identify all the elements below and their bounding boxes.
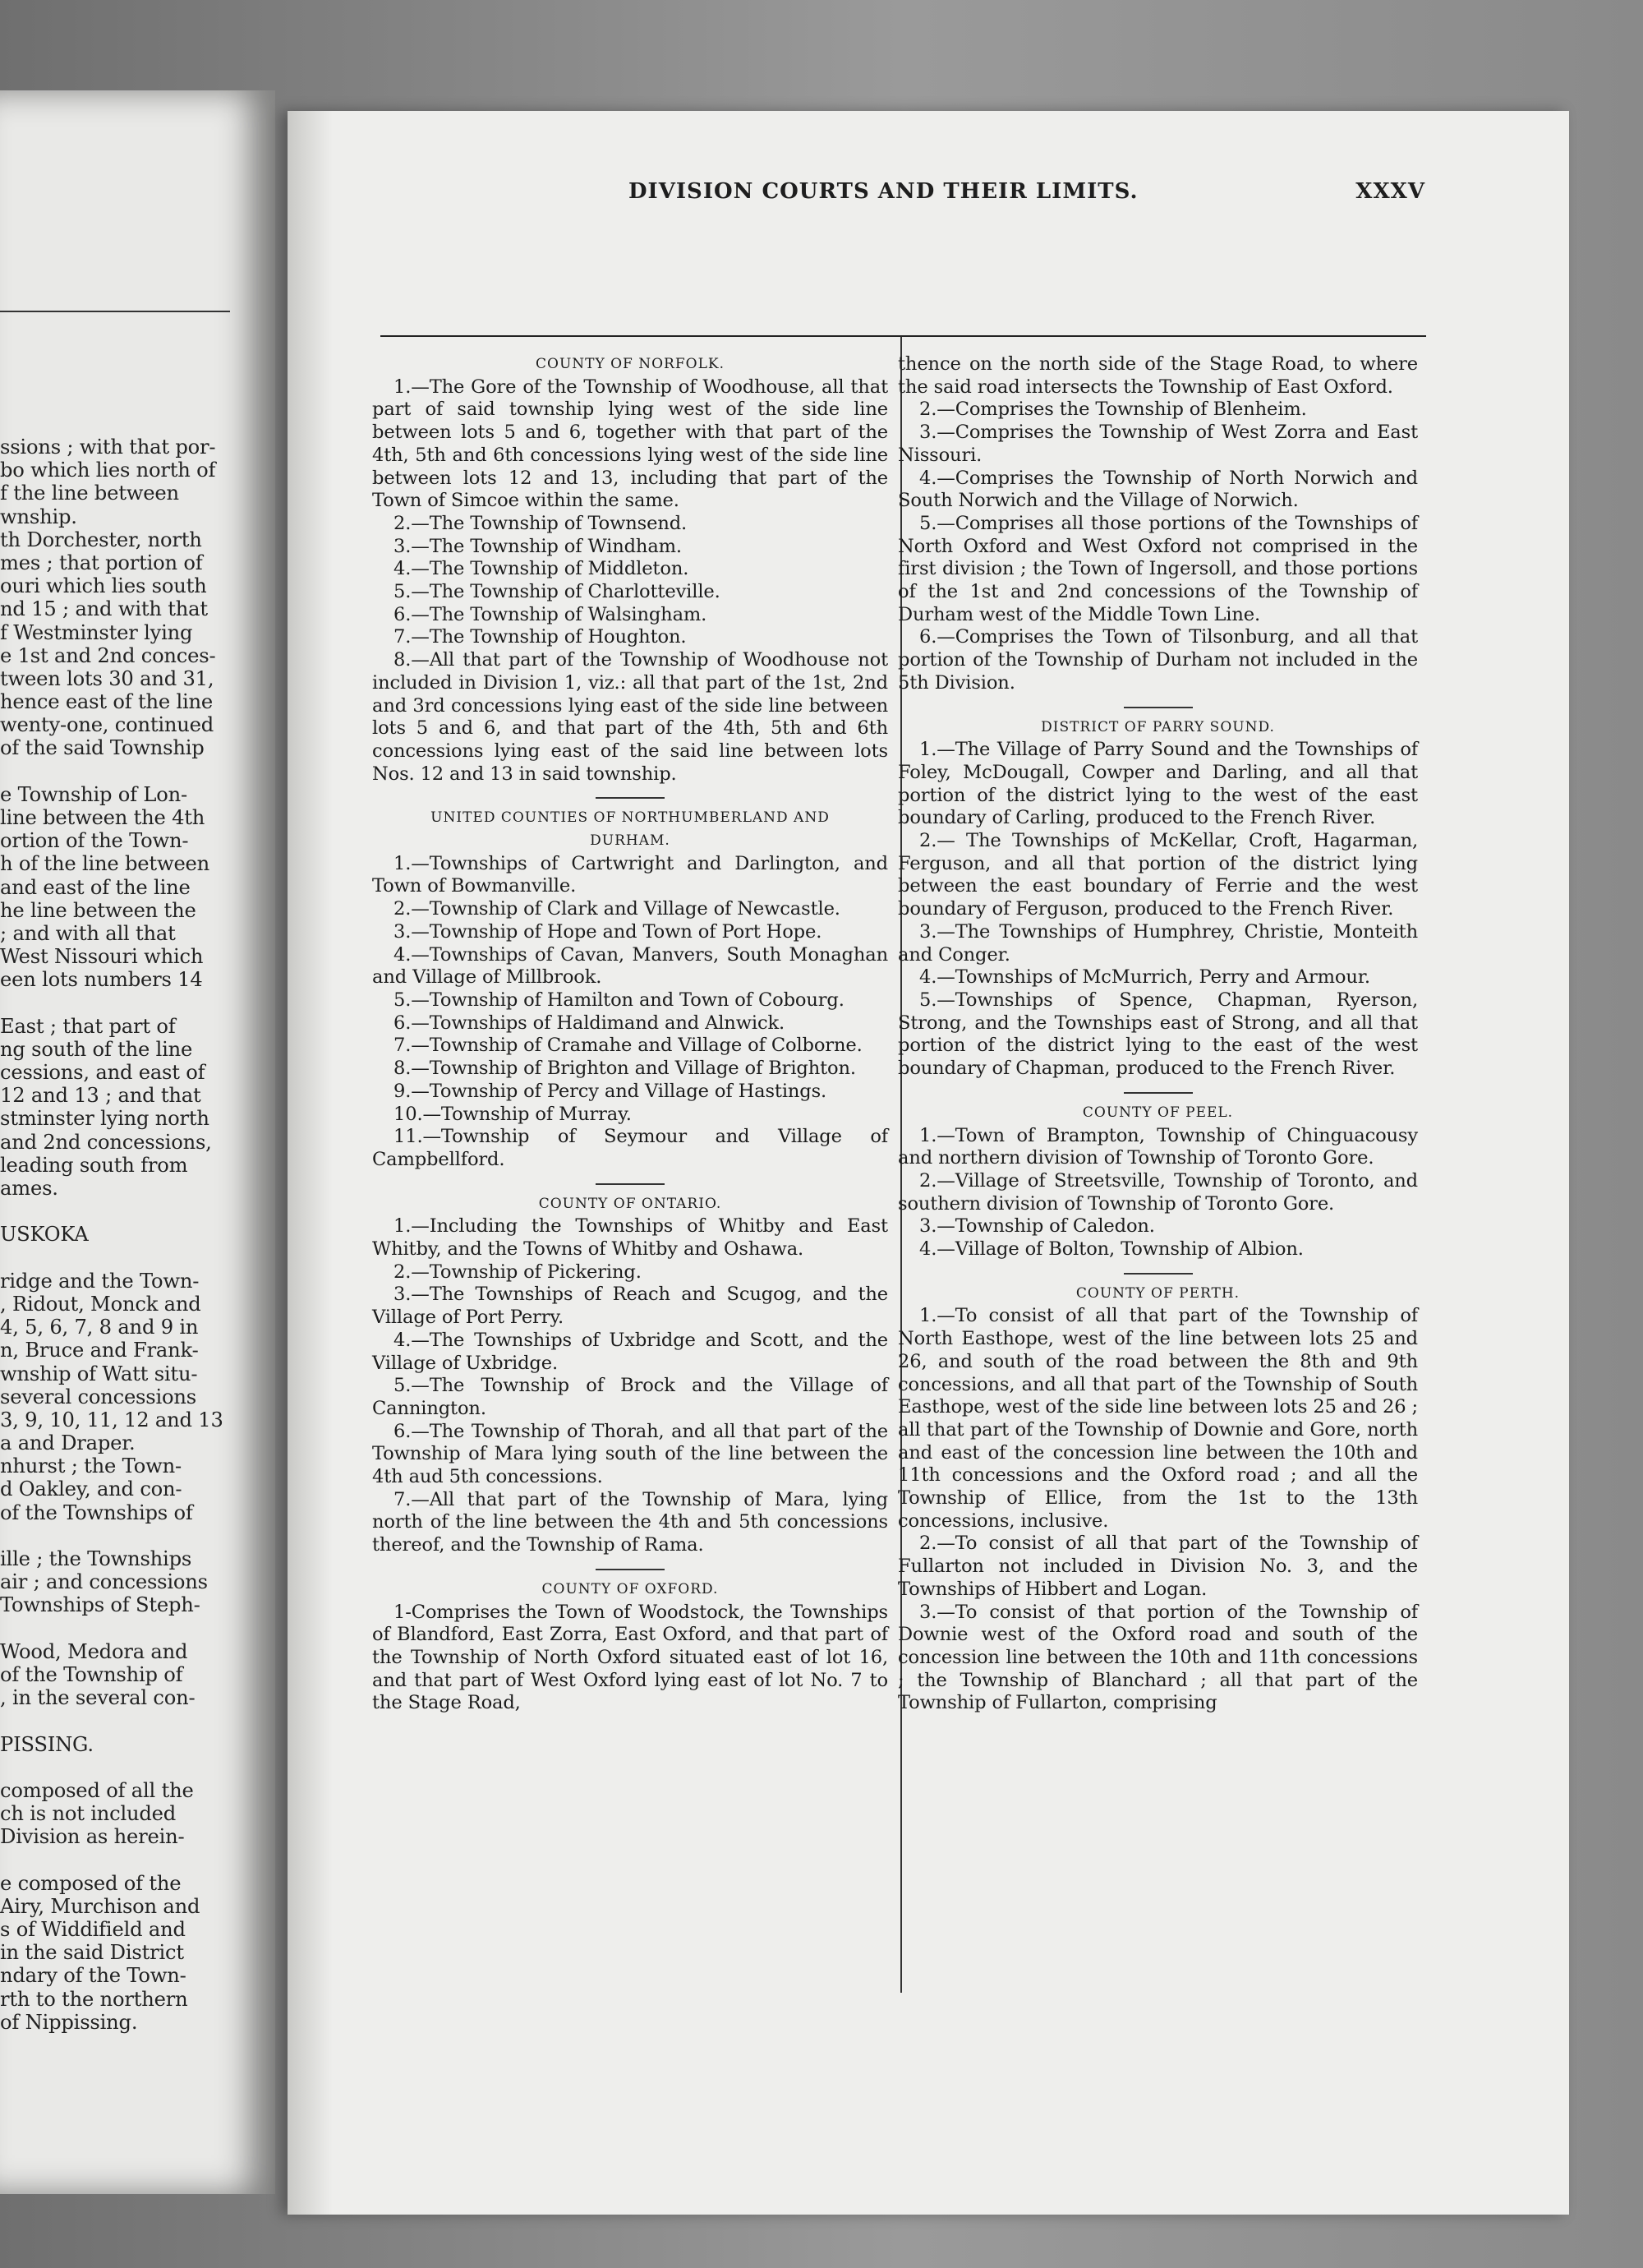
- section-body: [898, 1125, 1418, 1261]
- section-norfolk: [372, 353, 888, 786]
- section-peel: [898, 1102, 1418, 1261]
- text-line: nhurst ; the Town-: [0, 1454, 182, 1478]
- section-heading: DISTRICT OF PARRY SOUND.: [1041, 718, 1275, 735]
- text-line: mes ; that portion of: [0, 551, 203, 574]
- paragraph: 2.—Village of Streetsville, Township of Toronto, and southern division of Township of Toronto Gore.: [898, 1169, 1418, 1215]
- text-line: ridge and the Town-: [0, 1269, 200, 1293]
- section-body: [372, 1602, 888, 1716]
- paragraph: 1.—The Village of Parry Sound and the Townships of Foley, McDougall, Cowper and Darling, and all that portion of the district lying to the west of the east boundary of Carling, produced to the French River.: [898, 739, 1418, 829]
- section-heading: COUNTY OF PERTH.: [1075, 1284, 1240, 1302]
- text-line: West Nissouri which: [0, 945, 204, 969]
- paragraph: 10.—Township of Murray.: [393, 1103, 632, 1125]
- text-line: of the said Township: [0, 736, 205, 760]
- section-separator: [1124, 1273, 1193, 1275]
- text-line: 3, 9, 10, 11, 12 and 13: [0, 1408, 223, 1431]
- section-ontario: [372, 1193, 888, 1557]
- section-separator: [596, 1569, 665, 1570]
- paragraph: 9.—Township of Percy and Village of Hastings.: [393, 1080, 827, 1102]
- text-line: several concessions: [0, 1385, 196, 1408]
- running-title: DIVISION COURTS AND THEIR LIMITS.: [628, 179, 1139, 204]
- section-heading: COUNTY OF NORFOLK.: [536, 356, 725, 372]
- paragraph: 2.—The Township of Townsend.: [393, 512, 688, 534]
- section-heading: UNITED COUNTIES OF NORTHUMBERLAND AND: [430, 809, 830, 827]
- text-line: Airy, Murchison and: [0, 1894, 200, 1918]
- text-line: 12 and 13 ; and that: [0, 1084, 201, 1108]
- paragraph: 4.—The Township of Middleton.: [393, 558, 689, 580]
- section-separator: [1124, 707, 1193, 708]
- text-line: stminster lying north: [0, 1107, 209, 1131]
- text-line: [0, 1756, 246, 1779]
- text-line: [0, 1247, 246, 1270]
- left-facing-page: [0, 90, 275, 2194]
- text-line: [0, 1709, 246, 1732]
- section-separator: [596, 797, 665, 799]
- section-heading-cont: DURHAM.: [590, 832, 670, 850]
- text-line: hence east of the line: [0, 690, 214, 714]
- paragraph: 3.—To consist of that portion of the Township of Downie west of the Oxford road and south of the concession line between the 10th and 11th concessions ; the Township of Blanchard ; all that part of the Township of Fullarton, comprising: [898, 1601, 1418, 1714]
- text-line: een lots numbers 14: [0, 968, 203, 992]
- text-line: line between the 4th: [0, 806, 205, 829]
- paragraph: 4.—Village of Bolton, Township of Albion.: [919, 1238, 1304, 1261]
- text-line: h of the line between: [0, 852, 210, 876]
- paragraph: 6.—Comprises the Town of Tilsonburg, and all that portion of the Township of Durham not included in the 5th Division.: [898, 626, 1418, 694]
- paragraph: 7.—The Township of Houghton.: [393, 626, 687, 648]
- text-line: n, Bruce and Frank-: [0, 1339, 199, 1362]
- paragraph: 5.—Comprises all those portions of the Townships of North Oxford and West Oxford not comprised in the first division ; the Town of Ingersoll, and those portions of the 1st and 2nd concessions of the Township of Durham west of the Middle Town Line.: [898, 512, 1418, 625]
- text-line: in the said District: [0, 1941, 184, 1965]
- text-line: e Township of Lon-: [0, 782, 187, 806]
- section-body: [898, 739, 1418, 1081]
- text-line: he line between the: [0, 898, 196, 922]
- page-number: XXXV: [1355, 179, 1425, 204]
- paragraph: 4.—Townships of McMurrich, Perry and Armour.: [919, 966, 1370, 989]
- text-line: composed of all the: [0, 1778, 194, 1802]
- left-page-text: [0, 436, 246, 2034]
- section-separator: [1124, 1092, 1193, 1094]
- text-line: bo which lies north of: [0, 459, 216, 482]
- section-heading: COUNTY OF OXFORD.: [541, 1580, 719, 1597]
- text-line: ille ; the Townships: [0, 1547, 192, 1570]
- paragraph: 3.—Township of Caledon.: [919, 1215, 1155, 1238]
- section-northumberland: [372, 807, 888, 1171]
- left-column: [372, 353, 888, 1715]
- left-page-rule: [0, 311, 230, 312]
- header-rule: [380, 335, 1426, 337]
- text-line: Townships of Steph-: [0, 1593, 200, 1617]
- section-body: [372, 853, 888, 1172]
- section-body: [898, 1305, 1418, 1715]
- text-line: wnship of Watt situ-: [0, 1362, 198, 1385]
- paragraph: 1.—Including the Townships of Whitby and East Whitby, and the Towns of Whitby and Oshawa.: [372, 1215, 888, 1261]
- text-line: PISSING.: [0, 1732, 94, 1756]
- paragraph: 1.—The Gore of the Township of Woodhouse, all that part of said township lying west of the side line between lots 5 and 6, together with that part of the 4th, 5th and 6th concessions lying west of the side line between lots 12 and 13, including that part of the Town of Simcoe within the same.: [372, 376, 888, 512]
- paragraph: 4.—Comprises the Township of North Norwich and South Norwich and the Village of Norwich.: [898, 467, 1418, 512]
- right-column: [898, 353, 1418, 1715]
- text-line: e composed of the: [0, 1871, 182, 1895]
- section-separator: [596, 1183, 665, 1185]
- paragraph: 3.—The Townships of Humphrey, Christie, Monteith and Conger.: [898, 920, 1418, 966]
- paragraph: 5.—The Township of Charlotteville.: [393, 581, 720, 603]
- paragraph: 6.—The Township of Walsingham.: [393, 603, 707, 625]
- text-line: nd 15 ; and with that: [0, 597, 208, 621]
- text-line: East ; that part of: [0, 1014, 176, 1038]
- paragraph: 1-Comprises the Town of Woodstock, the Townships of Blandford, East Zorra, East Oxford, and that part of the Township of North Oxford situated east of lot 16, and that part of West Oxford lying east of lot No. 7 to the Stage Road,: [372, 1601, 888, 1714]
- paragraph: 7.—Township of Cramahe and Village of Colborne.: [393, 1035, 863, 1057]
- section-perth: [898, 1283, 1418, 1715]
- paragraph: 4.—The Townships of Uxbridge and Scott, and the Village of Uxbridge.: [372, 1329, 888, 1374]
- paragraph: 2.—Township of Clark and Village of Newcastle.: [393, 898, 840, 920]
- text-line: of Nippissing.: [0, 2010, 138, 2034]
- paragraph: 1.—Town of Brampton, Township of Chinguacousy and northern division of Township of Toronto Gore.: [898, 1124, 1418, 1169]
- text-line: ng south of the line: [0, 1037, 193, 1061]
- text-line: ortion of the Town-: [0, 829, 189, 853]
- text-line: [0, 760, 246, 783]
- section-body: [898, 353, 1418, 695]
- paragraph: 8.—Township of Brighton and Village of Brighton.: [393, 1058, 856, 1080]
- text-line: e 1st and 2nd conces-: [0, 643, 216, 667]
- paragraph: 3.—The Township of Windham.: [393, 535, 682, 557]
- section-oxford: [372, 1579, 888, 1715]
- text-line: ch is not included: [0, 1802, 177, 1826]
- text-line: f Westminster lying: [0, 620, 193, 644]
- text-line: ouri which lies south: [0, 574, 207, 598]
- section-parry-sound: [898, 717, 1418, 1081]
- text-line: ; and with all that: [0, 921, 176, 945]
- text-line: d Oakley, and con-: [0, 1477, 182, 1501]
- text-line: th Dorchester, north: [0, 528, 202, 551]
- text-line: rth to the northern: [0, 1987, 188, 2011]
- text-line: leading south from: [0, 1153, 188, 1177]
- paragraph: 8.—All that part of the Township of Woodhouse not included in Division 1, viz.: all that part of the 1st, 2nd and 3rd concessions lying east of the side line between lots 5 and 6, and that part of the 4th, 5th and 6th concessions lying east of the said line between lots Nos. 12 and 13 in said township.: [372, 649, 888, 785]
- text-line: tween lots 30 and 31,: [0, 666, 214, 690]
- text-line: ames.: [0, 1177, 58, 1200]
- text-line: cessions, and east of: [0, 1061, 205, 1085]
- paragraph: 1.—To consist of all that part of the Township of North Easthope, west of the line between lots 25 and 26, and south of the road between the 8th and 9th concessions, and all that part of the Township of South Easthope, west of the side line between lots 25 and 26 ; all that part of the Township of Downie and Gore, north and east of the concession line between the 10th and 11th concessions and the Oxford road ; and all the Township of Ellice, from the 1st to the 13th concessions, inclusive.: [898, 1305, 1418, 1532]
- paragraph: 5.—The Township of Brock and the Village of Cannington.: [372, 1375, 888, 1419]
- text-line: Division as herein-: [0, 1825, 185, 1849]
- text-line: [0, 1848, 246, 1871]
- paragraph: 4.—Townships of Cavan, Manvers, South Monaghan and Village of Millbrook.: [372, 943, 888, 989]
- text-line: a and Draper.: [0, 1431, 136, 1455]
- text-line: s of Widdifield and: [0, 1918, 186, 1941]
- running-header: [345, 179, 1425, 212]
- paragraph: 1.—Townships of Cartwright and Darlington, and Town of Bowmanville.: [372, 852, 888, 897]
- text-line: , Ridout, Monck and: [0, 1292, 201, 1316]
- section-heading: COUNTY OF PEEL.: [1082, 1104, 1234, 1121]
- paragraph: 2.—Township of Pickering.: [393, 1261, 642, 1283]
- paragraph: 2.—To consist of all that part of the Township of Fullarton not included in Division No. 3, and the Townships of Hibbert and Logan.: [898, 1533, 1418, 1600]
- section-oxford-continued: [898, 353, 1418, 695]
- text-line: air ; and concessions: [0, 1570, 208, 1594]
- paragraph: 2.— The Townships of McKellar, Croft, Hagarman, Ferguson, and all that portion of the district lying between the east boundary of Ferrie and the west boundary of Ferguson, produced to the French River.: [898, 830, 1418, 920]
- section-body: [372, 376, 888, 786]
- paragraph: 3.—Township of Hope and Town of Port Hope.: [393, 920, 822, 943]
- text-line: wenty-one, continued: [0, 713, 214, 737]
- paragraph: 5.—Township of Hamilton and Town of Cobourg.: [393, 989, 845, 1011]
- paragraph: thence on the north side of the Stage Road, to where the said road intersects the Township of East Oxford.: [898, 353, 1418, 398]
- text-line: [0, 1200, 246, 1223]
- text-line: [0, 992, 246, 1015]
- text-line: 4, 5, 6, 7, 8 and 9 in: [0, 1316, 199, 1339]
- text-line: wnship.: [0, 505, 77, 528]
- text-line: f the line between: [0, 482, 179, 505]
- paragraph: 3.—Comprises the Township of West Zorra and East Nissouri.: [898, 422, 1418, 466]
- text-line: and east of the line: [0, 875, 191, 899]
- section-heading: COUNTY OF ONTARIO.: [538, 1195, 722, 1212]
- text-line: , in the several con-: [0, 1686, 196, 1710]
- paragraph: 11.—Township of Seymour and Village of Campbellford.: [372, 1126, 888, 1170]
- text-line: and 2nd concessions,: [0, 1130, 212, 1154]
- text-line: ndary of the Town-: [0, 1964, 186, 1988]
- text-line: [0, 1524, 246, 1547]
- paragraph: 2.—Comprises the Township of Blenheim.: [919, 399, 1307, 421]
- text-line: [0, 1617, 246, 1640]
- paragraph: 6.—Townships of Haldimand and Alnwick.: [393, 1012, 785, 1034]
- paragraph: 6.—The Township of Thorah, and all that part of the Township of Mara lying south of the line between the 4th aud 5th concessions.: [372, 1420, 888, 1488]
- section-body: [372, 1215, 888, 1557]
- text-line: Wood, Medora and: [0, 1639, 188, 1663]
- text-line: USKOKA: [0, 1223, 89, 1247]
- paragraph: 5.—Townships of Spence, Chapman, Ryerson, Strong, and the Townships east of Strong, and all that portion of the district lying to the east of the west boundary of Chapman, produced to the French River.: [898, 989, 1418, 1080]
- paragraph: 3.—The Townships of Reach and Scugog, and the Village of Port Perry.: [372, 1284, 888, 1329]
- text-line: of the Township of: [0, 1662, 183, 1686]
- paragraph: 7.—All that part of the Township of Mara, lying north of the line between the 4th and 5th concessions thereof, and the Township of Rama.: [372, 1488, 888, 1556]
- text-line: ssions ; with that por-: [0, 436, 216, 459]
- text-line: of the Townships of: [0, 1500, 193, 1524]
